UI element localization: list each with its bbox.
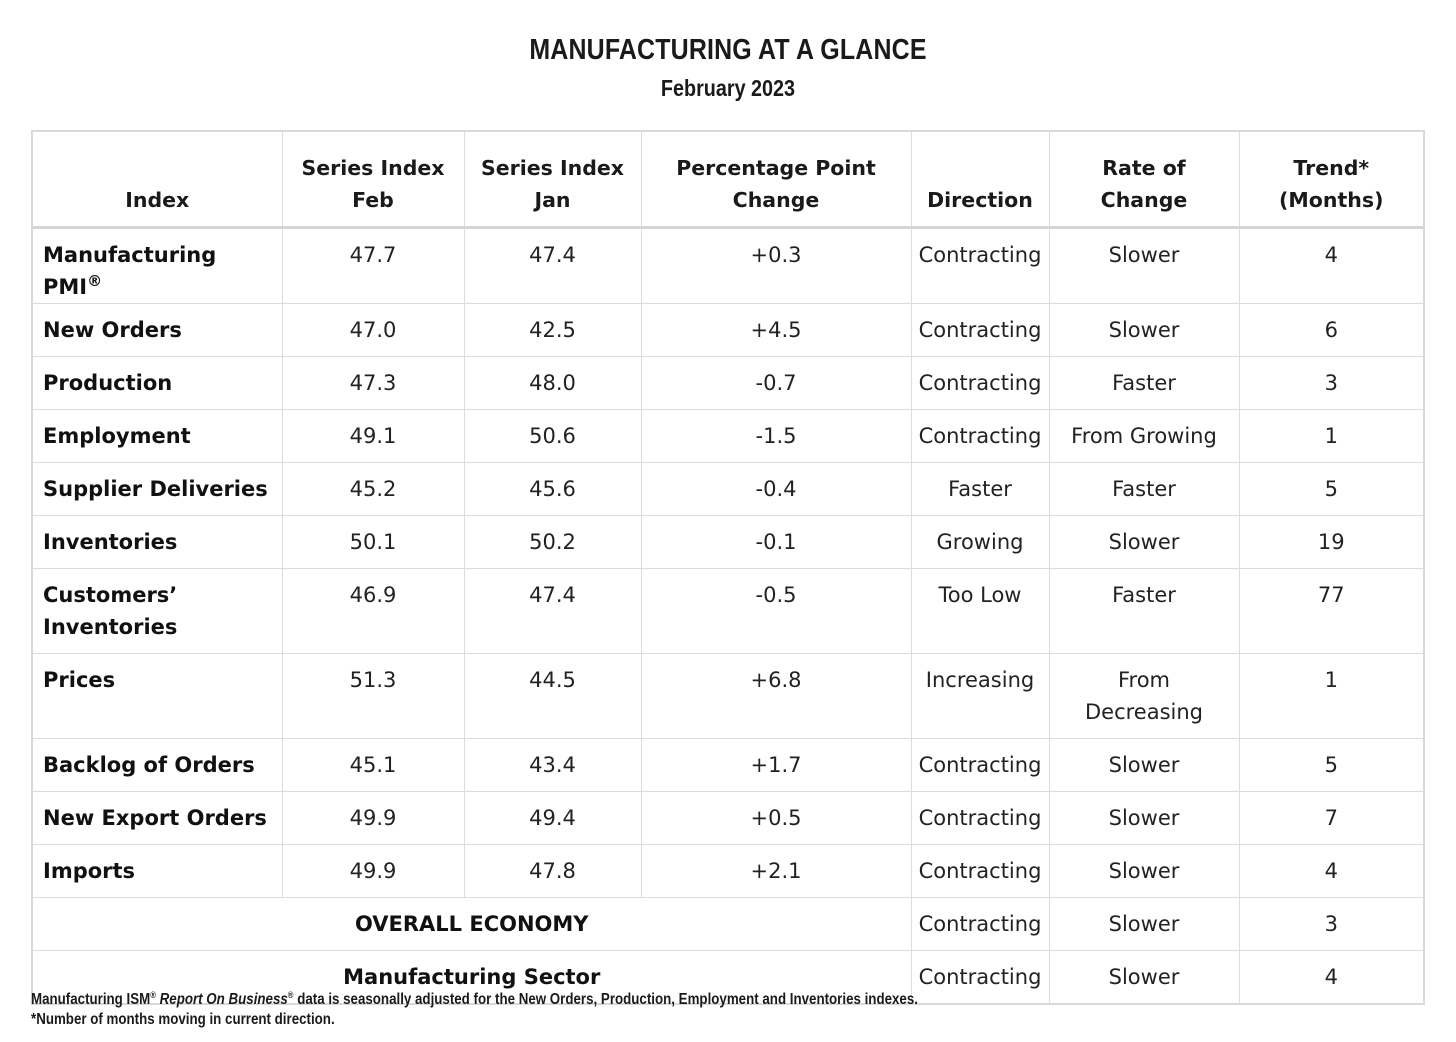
change-cell: +4.5 [641, 304, 911, 357]
index-cell: Imports [32, 845, 282, 898]
table-row [32, 739, 1424, 792]
table-row [32, 304, 1424, 357]
jan-cell: 48.0 [464, 357, 641, 410]
rate-cell: Slower [1049, 898, 1239, 951]
rate-cell: Slower [1049, 228, 1239, 304]
rate-cell: Slower [1049, 739, 1239, 792]
header-change: Percentage Point Change [641, 131, 911, 228]
footnote-seasonal-adjustment: Manufacturing ISM® Report On Business® data is seasonally adjusted for the New Orders, Production, Employment and Inventories indexes. [31, 990, 918, 1009]
trend-cell: 3 [1239, 357, 1424, 410]
index-cell: Prices [32, 654, 282, 739]
trend-cell: 4 [1239, 228, 1424, 304]
trend-cell: 4 [1239, 845, 1424, 898]
registered-mark: ® [87, 272, 103, 290]
feb-cell: 46.9 [282, 569, 464, 654]
table-row [32, 463, 1424, 516]
index-cell: Backlog of Orders [32, 739, 282, 792]
footnote-trend: *Number of months moving in current direction. [31, 1011, 335, 1028]
trend-cell: 5 [1239, 463, 1424, 516]
rate-cell: Faster [1049, 463, 1239, 516]
jan-cell: 50.6 [464, 410, 641, 463]
feb-cell: 51.3 [282, 654, 464, 739]
change-cell: +2.1 [641, 845, 911, 898]
feb-cell: 49.9 [282, 792, 464, 845]
jan-cell: 42.5 [464, 304, 641, 357]
jan-cell: 43.4 [464, 739, 641, 792]
direction-cell: Contracting [911, 410, 1049, 463]
direction-cell: Contracting [911, 304, 1049, 357]
table-row [32, 792, 1424, 845]
change-cell: -0.1 [641, 516, 911, 569]
trend-cell: 19 [1239, 516, 1424, 569]
trend-cell: 77 [1239, 569, 1424, 654]
summary-label: OVERALL ECONOMY [32, 898, 911, 951]
index-cell: Employment [32, 410, 282, 463]
table-row [32, 357, 1424, 410]
jan-cell: 47.4 [464, 228, 641, 304]
table-row [32, 569, 1424, 654]
jan-cell: 47.8 [464, 845, 641, 898]
change-cell: +0.3 [641, 228, 911, 304]
change-cell: -0.5 [641, 569, 911, 654]
jan-cell: 47.4 [464, 569, 641, 654]
rate-cell: Slower [1049, 951, 1239, 1005]
trend-cell: 7 [1239, 792, 1424, 845]
trend-cell: 3 [1239, 898, 1424, 951]
table-header-row [32, 131, 1424, 228]
rate-cell: Slower [1049, 304, 1239, 357]
index-cell: New Orders [32, 304, 282, 357]
header-index: Index [32, 131, 282, 228]
header-series-jan: Series Index Jan [464, 131, 641, 228]
index-cell: Production [32, 357, 282, 410]
direction-cell: Contracting [911, 739, 1049, 792]
direction-cell: Contracting [911, 951, 1049, 1005]
jan-cell: 50.2 [464, 516, 641, 569]
summary-label: Manufacturing Sector [32, 951, 911, 1005]
trend-cell: 6 [1239, 304, 1424, 357]
direction-cell: Increasing [911, 654, 1049, 739]
header-direction: Direction [911, 131, 1049, 228]
rate-cell: Faster [1049, 357, 1239, 410]
feb-cell: 47.0 [282, 304, 464, 357]
direction-cell: Faster [911, 463, 1049, 516]
direction-cell: Too Low [911, 569, 1049, 654]
header-rate: Rate of Change [1049, 131, 1239, 228]
header-series-feb: Series Index Feb [282, 131, 464, 228]
direction-cell: Contracting [911, 845, 1049, 898]
change-cell: -0.7 [641, 357, 911, 410]
feb-cell: 45.1 [282, 739, 464, 792]
page-title: MANUFACTURING AT A GLANCE [529, 34, 927, 66]
feb-cell: 45.2 [282, 463, 464, 516]
change-cell: -1.5 [641, 410, 911, 463]
table-row [32, 516, 1424, 569]
direction-cell: Contracting [911, 228, 1049, 304]
feb-cell: 49.1 [282, 410, 464, 463]
jan-cell: 49.4 [464, 792, 641, 845]
manufacturing-table [31, 130, 1425, 1005]
rate-cell: Slower [1049, 792, 1239, 845]
rate-cell: From Growing [1049, 410, 1239, 463]
trend-cell: 5 [1239, 739, 1424, 792]
direction-cell: Contracting [911, 792, 1049, 845]
table-row [32, 654, 1424, 739]
feb-cell: 47.3 [282, 357, 464, 410]
rate-cell: Faster [1049, 569, 1239, 654]
change-cell: +6.8 [641, 654, 911, 739]
trend-cell: 4 [1239, 951, 1424, 1005]
summary-row-overall-economy [32, 898, 1424, 951]
table-row [32, 228, 1424, 304]
direction-cell: Growing [911, 516, 1049, 569]
feb-cell: 47.7 [282, 228, 464, 304]
index-cell: New Export Orders [32, 792, 282, 845]
trend-cell: 1 [1239, 654, 1424, 739]
change-cell: +0.5 [641, 792, 911, 845]
index-cell: Manufacturing PMI® [32, 228, 282, 304]
index-cell: Customers’ Inventories [32, 569, 282, 654]
table-row [32, 845, 1424, 898]
direction-cell: Contracting [911, 898, 1049, 951]
feb-cell: 50.1 [282, 516, 464, 569]
index-cell: Supplier Deliveries [32, 463, 282, 516]
rate-cell: Slower [1049, 845, 1239, 898]
index-cell: Inventories [32, 516, 282, 569]
jan-cell: 45.6 [464, 463, 641, 516]
trend-cell: 1 [1239, 410, 1424, 463]
change-cell: -0.4 [641, 463, 911, 516]
rate-cell: Slower [1049, 516, 1239, 569]
change-cell: +1.7 [641, 739, 911, 792]
table-row [32, 410, 1424, 463]
rate-cell: From Decreasing [1049, 654, 1239, 739]
jan-cell: 44.5 [464, 654, 641, 739]
direction-cell: Contracting [911, 357, 1049, 410]
page-subtitle: February 2023 [660, 75, 796, 101]
header-trend: Trend* (Months) [1239, 131, 1424, 228]
feb-cell: 49.9 [282, 845, 464, 898]
